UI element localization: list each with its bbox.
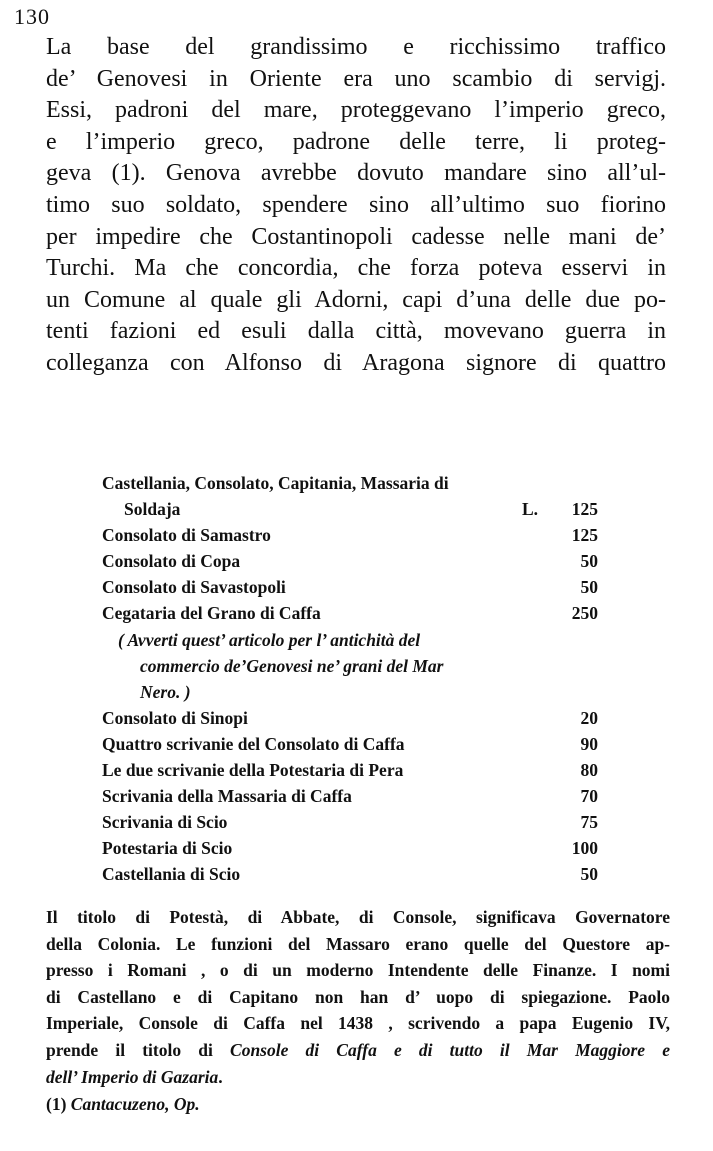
fee-row xyxy=(102,548,602,574)
commentary-text: . xyxy=(218,1066,223,1087)
fee-amount: 125 xyxy=(571,499,598,520)
fee-label: Scrivania della Massaria di Caffa xyxy=(102,786,352,807)
commentary-line: Imperiale, Console di Caffa nel 1438 , scrivendo a papa Eugenio IV, xyxy=(46,1013,670,1034)
fee-row xyxy=(102,600,602,626)
fee-row xyxy=(102,496,602,522)
footnote-marker: (1) xyxy=(46,1094,71,1114)
body-line: per impedire che Costantinopoli cadesse nelle mani de’ xyxy=(46,223,666,250)
main-paragraph xyxy=(46,32,666,380)
fee-row xyxy=(102,783,602,809)
body-line: Essi, padroni del mare, proteggevano l’imperio greco, xyxy=(46,97,666,124)
fee-label: Le due scrivanie della Potestaria di Pera xyxy=(102,760,404,781)
commentary-line: di Castellano e di Capitano non han d’ uopo di spiegazione. Paolo xyxy=(46,986,670,1007)
fee-label: Consolato di Sinopi xyxy=(102,707,248,728)
fee-amount: 75 xyxy=(580,812,598,833)
fee-amount: 100 xyxy=(571,838,598,859)
fee-label: Cegataria del Grano di Caffa xyxy=(102,603,321,624)
body-line: geva (1). Genova avrebbe dovuto mandare sino all’ul- xyxy=(46,160,666,187)
body-line: timo suo soldato, spendere sino all’ultimo suo fiorino xyxy=(46,191,666,218)
footnote xyxy=(46,1094,200,1115)
body-line: de’ Genovesi in Oriente era uno scambio di servigj. xyxy=(46,65,666,92)
fee-amount: 125 xyxy=(571,525,598,546)
fee-row xyxy=(102,731,602,757)
fee-amount: 80 xyxy=(580,760,598,781)
footnote-citation: Cantacuzeno, Op. xyxy=(70,1094,200,1114)
fee-amount: 50 xyxy=(580,864,598,885)
commentary-line xyxy=(46,1064,670,1091)
fee-amount: 50 xyxy=(580,551,598,572)
body-line: Turchi. Ma che concordia, che forza poteva esservi in xyxy=(46,255,666,282)
note-line: commercio de’Genovesi ne’ grani del Mar xyxy=(140,655,444,676)
fee-label: Castellania di Scio xyxy=(102,864,241,885)
commentary-line: presso i Romani , o di un moderno Intendente delle Finanze. I nomi xyxy=(46,960,670,981)
fee-label: Castellania, Consolato, Capitania, Massaria di xyxy=(102,473,449,493)
commentary-line: Il titolo di Potestà, di Abbate, di Console, significava Governatore xyxy=(46,907,670,927)
commentary-line xyxy=(46,1037,670,1064)
fee-label: Consolato di Copa xyxy=(102,551,241,572)
commentary-italic: dell’ Imperio di Gazaria xyxy=(46,1066,219,1087)
commentary-paragraph xyxy=(46,904,670,1090)
fee-currency: L. xyxy=(522,499,539,520)
fee-amount: 70 xyxy=(580,786,598,807)
fee-label: Potestaria di Scio xyxy=(102,838,233,859)
page-number: 130 xyxy=(14,4,50,29)
fee-label: Quattro scrivanie del Consolato di Caffa xyxy=(102,733,405,754)
body-line: e l’imperio greco, padrone delle terre, li proteg- xyxy=(46,128,666,155)
fee-label: Soldaja xyxy=(124,499,181,520)
commentary-line: della Colonia. Le funzioni del Massaro erano quelle del Questore ap- xyxy=(46,933,670,954)
note-line: ( Avverti quest’ articolo per l’ antichità del xyxy=(118,629,421,650)
body-line: La base del grandissimo e ricchissimo traffico xyxy=(46,34,666,60)
fee-row xyxy=(102,705,602,731)
commentary-italic: Console di Caffa e di tutto il Mar Maggiore e xyxy=(230,1039,670,1060)
fee-row xyxy=(102,861,602,887)
fee-amount: 250 xyxy=(571,603,598,624)
fee-label: Scrivania di Scio xyxy=(102,812,228,833)
commentary-text: prende il titolo di xyxy=(46,1039,231,1060)
fee-note xyxy=(102,627,602,705)
fee-row xyxy=(102,757,602,783)
fee-amount: 20 xyxy=(580,707,598,728)
fee-row xyxy=(102,522,602,548)
body-line: tenti fazioni ed esuli dalla città, movevano guerra in xyxy=(46,318,666,345)
fee-label: Consolato di Samastro xyxy=(102,525,271,546)
fee-amount: 90 xyxy=(580,733,598,754)
fee-label: Consolato di Savastopoli xyxy=(102,577,286,598)
fee-table xyxy=(102,470,602,888)
fee-amount: 50 xyxy=(580,577,598,598)
body-line: colleganza con Alfonso di Aragona signore di quattro xyxy=(46,349,666,376)
note-line: Nero. ) xyxy=(140,681,191,702)
fee-row xyxy=(102,835,602,861)
fee-row xyxy=(102,574,602,600)
fee-row xyxy=(102,470,602,496)
fee-row xyxy=(102,809,602,835)
body-line: un Comune al quale gli Adorni, capi d’una delle due po- xyxy=(46,286,666,313)
